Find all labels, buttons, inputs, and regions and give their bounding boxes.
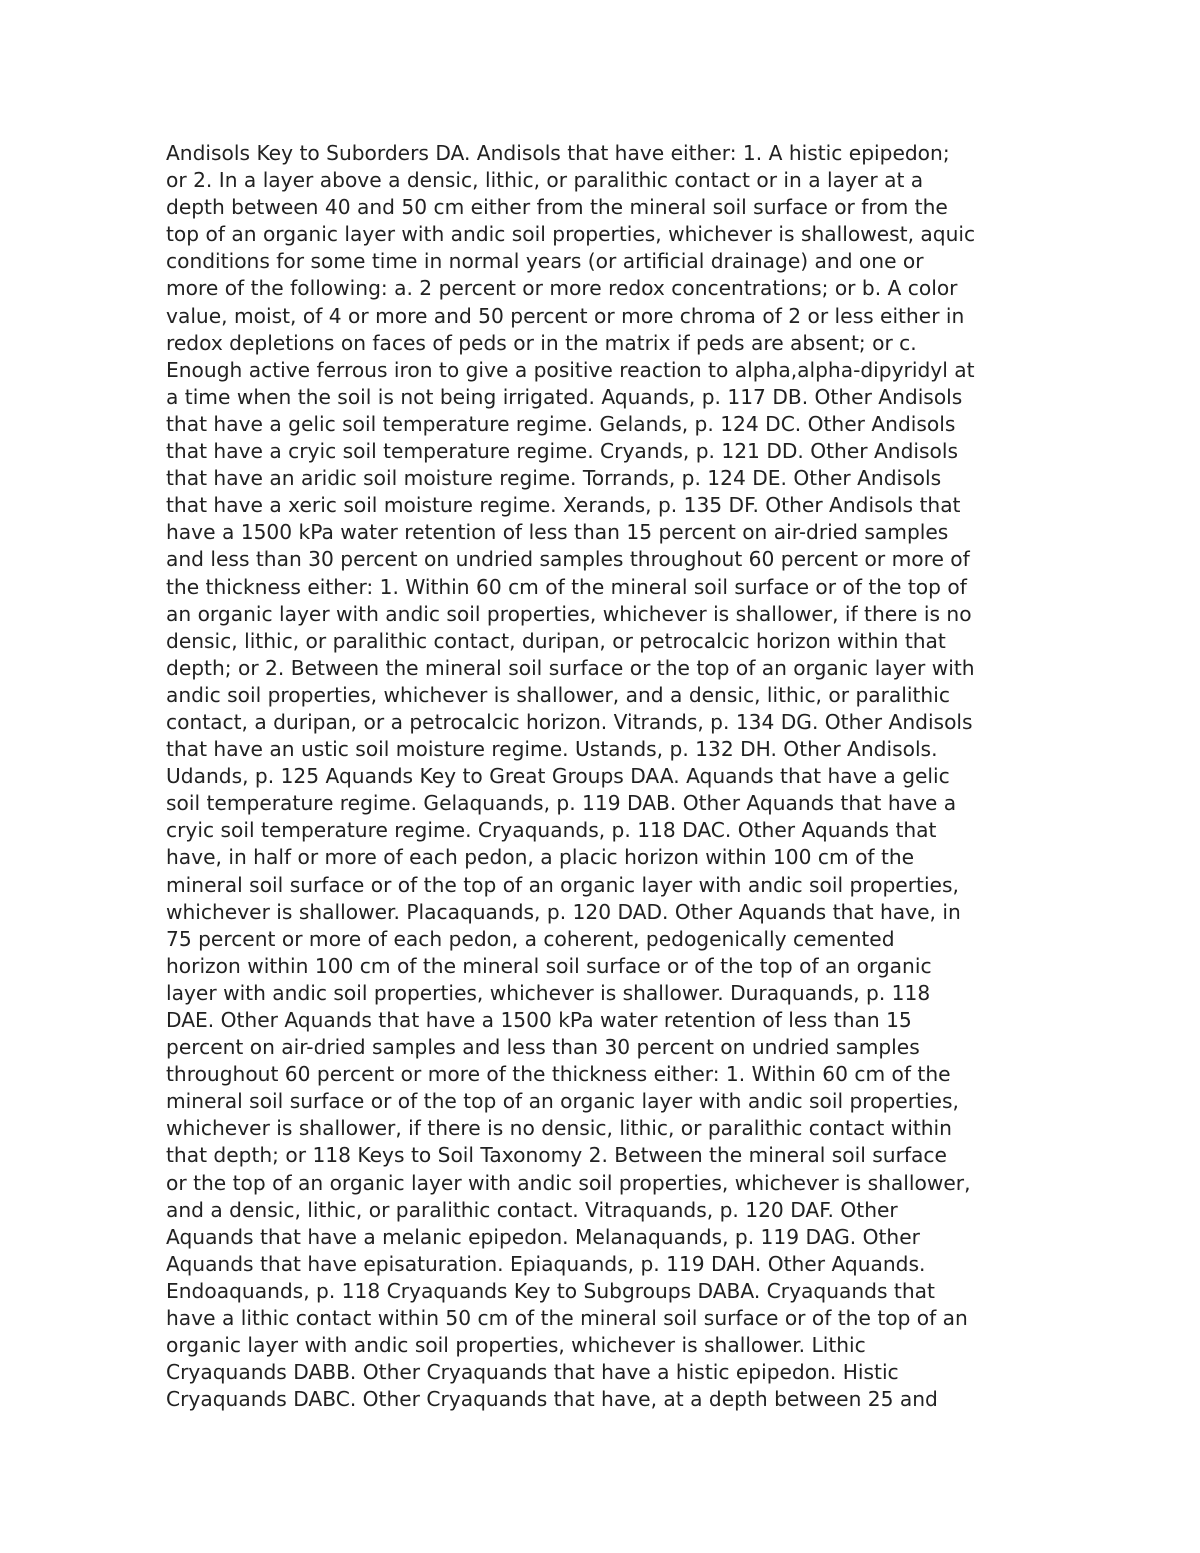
text-line: top of an organic layer with andic soil properties, whichever is shallowest, aquic [166, 222, 976, 247]
text-line: organic layer with andic soil properties, whichever is shallower. Lithic [166, 1333, 866, 1358]
text-line: mineral soil surface or of the top of an organic layer with andic soil properties, [166, 872, 959, 897]
text-line: Cryaquands DABC. Other Cryaquands that have, at a depth between 25 and [166, 1387, 938, 1412]
text-line: a time when the soil is not being irrigated. Aquands, p. 117 DB. Other Andisols [166, 384, 963, 409]
text-line: Aquands that have a melanic epipedon. Melanaquands, p. 119 DAG. Other [166, 1224, 920, 1249]
text-line: Andisols Key to Suborders DA. Andisols that have either: 1. A histic epipedon; [166, 141, 950, 165]
text-line: depth between 40 and 50 cm either from the mineral soil surface or from the [166, 195, 948, 220]
text-line: Endoaquands, p. 118 Cryaquands Key to Subgroups DABA. Cryaquands that [166, 1278, 935, 1303]
text-line: DAE. Other Aquands that have a 1500 kPa water retention of less than 15 [166, 1008, 912, 1032]
text-line: whichever is shallower. Placaquands, p. 120 DAD. Other Aquands that have, in [166, 899, 961, 924]
text-line: value, moist, of 4 or more and 50 percent or more chroma of 2 or less either in [166, 303, 965, 328]
text-line: that have a cryic soil temperature regime. Cryands, p. 121 DD. Other Andisols [166, 439, 959, 464]
text-line: 75 percent or more of each pedon, a coherent, pedogenically cemented [166, 926, 895, 951]
text-line: Cryaquands DABB. Other Cryaquands that have a histic epipedon. Histic [166, 1360, 899, 1385]
text-line: that have an ustic soil moisture regime. Ustands, p. 132 DH. Other Andisols. [166, 737, 938, 762]
text-line: whichever is shallower, if there is no densic, lithic, or paralithic contact within [166, 1116, 952, 1141]
text-line: more of the following: a. 2 percent or more redox concentrations; or b. A color [166, 276, 958, 301]
text-line: or 2. In a layer above a densic, lithic, or paralithic contact or in a layer at a [166, 168, 924, 193]
text-line: that depth; or 118 Keys to Soil Taxonomy 2. Between the mineral soil surface [166, 1143, 947, 1168]
text-line: percent on air-dried samples and less than 30 percent on undried samples [166, 1035, 920, 1060]
text-line: throughout 60 percent or more of the thickness either: 1. Within 60 cm of the [166, 1062, 951, 1087]
text-line: soil temperature regime. Gelaquands, p. 119 DAB. Other Aquands that have a [166, 791, 957, 816]
text-line: depth; or 2. Between the mineral soil surface or the top of an organic layer with [166, 655, 975, 680]
text-line: or the top of an organic layer with andic soil properties, whichever is shallower, [166, 1170, 971, 1195]
text-line: that have a gelic soil temperature regime. Gelands, p. 124 DC. Other Andisols [166, 411, 956, 436]
text-line: contact, a duripan, or a petrocalcic horizon. Vitrands, p. 134 DG. Other Andisols [166, 709, 973, 734]
text-line: and a densic, lithic, or paralithic contact. Vitraquands, p. 120 DAF. Other [166, 1197, 898, 1222]
text-line: have, in half or more of each pedon, a placic horizon within 100 cm of the [166, 845, 915, 870]
text-line: that have a xeric soil moisture regime. Xerands, p. 135 DF. Other Andisols that [166, 493, 961, 518]
text-line: redox depletions on faces of peds or in the matrix if peds are absent; or c. [166, 330, 917, 355]
text-line: and less than 30 percent on undried samples throughout 60 percent or more of [166, 547, 970, 572]
text-line: the thickness either: 1. Within 60 cm of the mineral soil surface or of the top of [166, 574, 967, 599]
text-line: Enough active ferrous iron to give a positive reaction to alpha,alpha-dipyridyl at [166, 357, 975, 382]
body-text [166, 140, 1046, 1413]
text-line: have a lithic contact within 50 cm of the mineral soil surface or of the top of an [166, 1306, 968, 1331]
text-line: have a 1500 kPa water retention of less than 15 percent on air-dried samples [166, 520, 949, 545]
text-line: horizon within 100 cm of the mineral soil surface or of the top of an organic [166, 953, 932, 978]
text-line: densic, lithic, or paralithic contact, duripan, or petrocalcic horizon within that [166, 628, 946, 653]
text-line: Aquands that have episaturation. Epiaquands, p. 119 DAH. Other Aquands. [166, 1251, 926, 1276]
text-line: mineral soil surface or of the top of an organic layer with andic soil properties, [166, 1089, 959, 1114]
text-line: andic soil properties, whichever is shallower, and a densic, lithic, or paralithic [166, 682, 950, 707]
text-line: conditions for some time in normal years (or artificial drainage) and one or [166, 249, 924, 274]
text-line: cryic soil temperature regime. Cryaquands, p. 118 DAC. Other Aquands that [166, 818, 937, 843]
text-line: an organic layer with andic soil properties, whichever is shallower, if there is no [166, 601, 972, 626]
text-line: that have an aridic soil moisture regime. Torrands, p. 124 DE. Other Andisols [166, 466, 942, 491]
text-line: Udands, p. 125 Aquands Key to Great Groups DAA. Aquands that have a gelic [166, 764, 950, 789]
text-line: layer with andic soil properties, whichever is shallower. Duraquands, p. 118 [166, 980, 931, 1005]
